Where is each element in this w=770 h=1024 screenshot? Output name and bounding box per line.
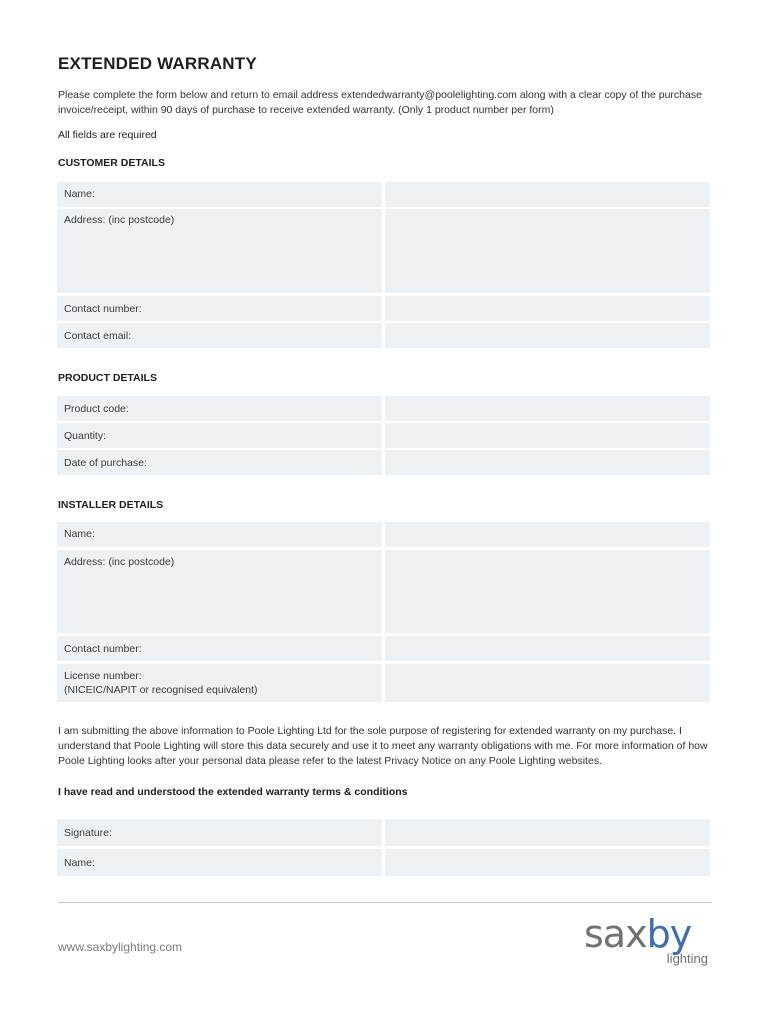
logo-subtitle: lighting bbox=[666, 951, 708, 966]
quantity-label: Quantity: bbox=[57, 423, 382, 448]
footer-divider bbox=[58, 902, 712, 903]
customer-contact-number-row bbox=[57, 296, 710, 321]
date-of-purchase-row bbox=[57, 450, 710, 475]
quantity-row bbox=[57, 423, 710, 448]
page-title: EXTENDED WARRANTY bbox=[58, 54, 257, 73]
intro-text: Please complete the form below and return to email address extendedwarranty@poolelighting.com along with a clear copy of the purchase invoice/receipt, within 90 days of purchase to receive extended warranty. (Only 1 product number per form) bbox=[58, 89, 702, 116]
installer-name-input[interactable] bbox=[385, 522, 710, 547]
product-code-input[interactable] bbox=[385, 396, 710, 421]
signature-row bbox=[57, 819, 710, 846]
installer-address-label: Address: (inc postcode) bbox=[57, 550, 382, 633]
customer-address-label: Address: (inc postcode) bbox=[57, 209, 382, 293]
customer-contact-email-label: Contact email: bbox=[57, 323, 382, 348]
logo-wordmark-left: sax bbox=[584, 912, 647, 956]
signoff-name-row bbox=[57, 849, 710, 876]
installer-details-heading: INSTALLER DETAILS bbox=[58, 499, 164, 511]
customer-contact-email-row bbox=[57, 323, 710, 348]
signoff-name-input[interactable] bbox=[385, 849, 710, 876]
installer-name-label: Name: bbox=[57, 522, 382, 547]
installer-name-row bbox=[57, 522, 710, 547]
installer-address-input[interactable] bbox=[385, 550, 710, 633]
logo-wordmark bbox=[584, 912, 691, 956]
signature-label: Signature: bbox=[57, 819, 382, 846]
quantity-input[interactable] bbox=[385, 423, 710, 448]
customer-address-input[interactable] bbox=[385, 209, 710, 293]
license-number-label: License number: bbox=[64, 670, 142, 682]
customer-details-heading: CUSTOMER DETAILS bbox=[58, 157, 165, 169]
website-link[interactable]: www.saxbylighting.com bbox=[58, 940, 183, 954]
customer-address-row bbox=[57, 209, 710, 293]
installer-address-row bbox=[57, 550, 710, 633]
license-number-row bbox=[57, 664, 710, 702]
date-of-purchase-input[interactable] bbox=[385, 450, 710, 475]
customer-name-row bbox=[57, 182, 710, 207]
customer-name-label: Name: bbox=[57, 182, 382, 207]
declaration-text: I am submitting the above information to Poole Lighting Ltd for the sole purpose of registering for extended warranty on my purchase. I understand that Poole Lighting will store this data securely and use it to meet any warranty obligations with me. For more information of how Poole Lighting looks after your personal data please refer to the latest Privacy Notice on any Poole Lighting websites. bbox=[58, 725, 708, 767]
terms-confirmation: I have read and understood the extended warranty terms & conditions bbox=[58, 786, 408, 798]
product-code-label: Product code: bbox=[57, 396, 382, 421]
customer-contact-number-label: Contact number: bbox=[57, 296, 382, 321]
installer-contact-number-input[interactable] bbox=[385, 636, 710, 661]
installer-contact-number-row bbox=[57, 636, 710, 661]
signature-input[interactable] bbox=[385, 819, 710, 846]
required-note: All fields are required bbox=[58, 129, 157, 141]
license-number-sublabel: (NICEIC/NAPIT or recognised equivalent) bbox=[64, 684, 258, 696]
customer-contact-email-input[interactable] bbox=[385, 323, 710, 348]
customer-name-input[interactable] bbox=[385, 182, 710, 207]
product-code-row bbox=[57, 396, 710, 421]
product-details-heading: PRODUCT DETAILS bbox=[58, 372, 157, 384]
license-number-label-group bbox=[57, 664, 382, 702]
date-of-purchase-label: Date of purchase: bbox=[57, 450, 382, 475]
installer-contact-number-label: Contact number: bbox=[57, 636, 382, 661]
saxby-lighting-logo bbox=[584, 912, 714, 972]
license-number-input[interactable] bbox=[385, 664, 710, 702]
customer-contact-number-input[interactable] bbox=[385, 296, 710, 321]
signoff-name-label: Name: bbox=[57, 849, 382, 876]
logo-wordmark-right: by bbox=[646, 912, 692, 956]
